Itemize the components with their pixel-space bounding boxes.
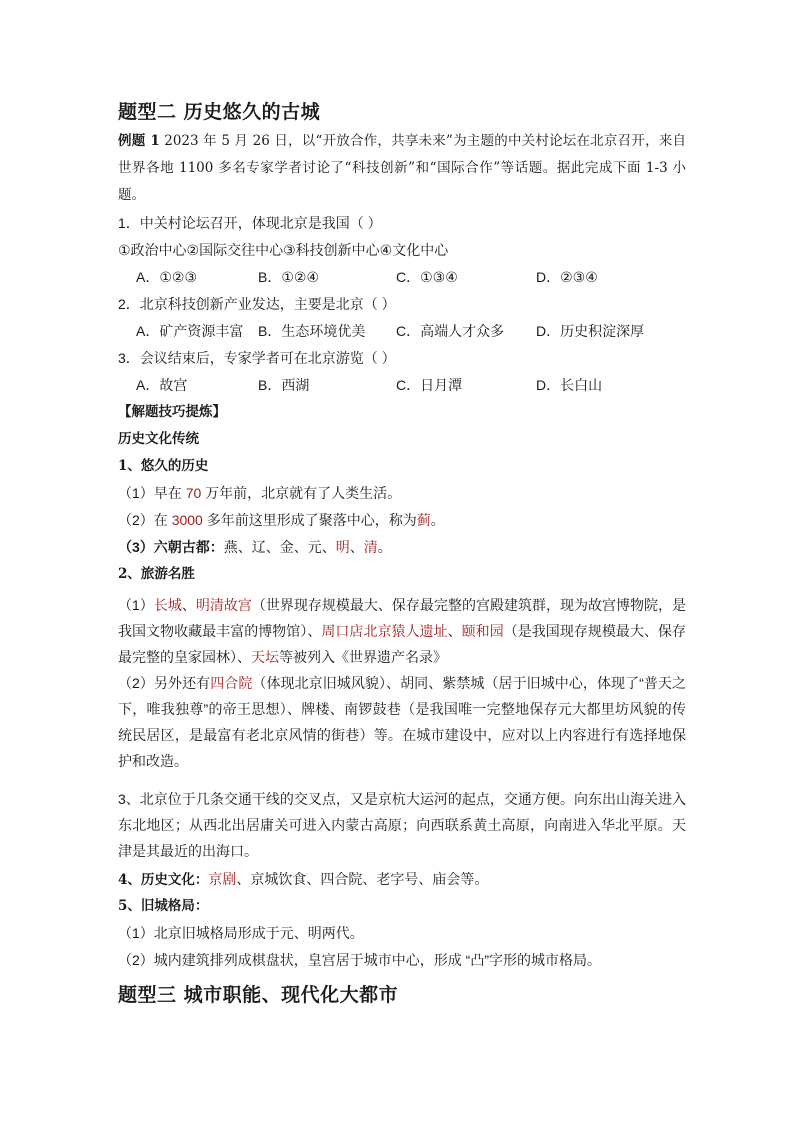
history-item-3-separator: 、 xyxy=(349,539,364,555)
question-2-option-b: B．生态环境优美 xyxy=(258,323,366,339)
history-item-1-keyword: 70 xyxy=(185,485,202,501)
history-item-3-end: 。 xyxy=(377,539,392,555)
history-item-3-keyword-qing: 清 xyxy=(363,539,378,555)
scenic-keyword-summer-palace: 颐和园 xyxy=(461,623,504,639)
scenic-separator-2: 、 xyxy=(447,623,462,639)
history-item-2-end: 。 xyxy=(430,512,445,528)
question-3-stem: 3．会议结束后，专家学者可在北京游览（ ） xyxy=(118,350,396,366)
next-section-title: 题型三 城市职能、现代化大都市 xyxy=(118,984,399,1006)
old-city-item-1: （1）北京旧城格局形成于元、明两代。 xyxy=(118,925,364,941)
example-paragraph xyxy=(118,128,686,209)
tips-heading: 【解题技巧提炼】 xyxy=(118,404,226,420)
question-3-option-c: C．日月潭 xyxy=(396,377,463,393)
question-1-option-b: B．①②④ xyxy=(258,269,319,285)
history-item-2-prefix: （2）在 xyxy=(118,512,172,528)
question-1-option-d: D．②③④ xyxy=(536,269,598,285)
culture-keyword-peking-opera: 京剧 xyxy=(208,871,237,887)
scenic-keyword-peking-man-site: 周口店北京猿人遗址 xyxy=(321,623,448,639)
history-item-2-keyword: 3000 xyxy=(171,512,203,528)
history-heading: 1、悠久的历史 xyxy=(118,458,209,474)
question-2-stem: 2．北京科技创新产业发达，主要是北京（ ） xyxy=(118,296,396,312)
history-item-1 xyxy=(118,480,683,507)
scenic-keyword-siheyuan: 四合院 xyxy=(210,675,253,691)
scenic-keyword-temple-of-heaven: 天坛 xyxy=(251,649,279,665)
section-title: 题型二 历史悠久的古城 xyxy=(118,101,321,123)
transport-paragraph: 3、北京位于几条交通干线的交叉点，又是京杭大运河的起点，交通方便。向东出山海关进入东北地区；从西北出居庸关可进入内蒙古高原；向西联系黄土高原，向南进入华北平原。天津是其最近的出海口。 xyxy=(118,791,686,859)
history-item-1-prefix: （1）早在 xyxy=(118,485,186,501)
scenic-item-1 xyxy=(118,592,686,670)
scenic-item-2-text: （体现北京旧城风貌）、胡同、紫禁城（居于旧城中心，体现了“普天之下，唯我独尊”的帝王思想）、牌楼、南锣鼓巷（是我国唯一完整地保存元大都里坊风貌的传统民居区，是最富有老北京风情的街巷）等。在城市建设中，应对以上内容进行有选择地保护和改造。 xyxy=(118,675,686,769)
scenic-item-2 xyxy=(118,670,686,774)
history-item-1-text: 万年前，北京就有了人类生活。 xyxy=(201,485,402,501)
scenic-keyword-forbidden-city: 明清故宫 xyxy=(195,597,252,613)
history-item-3-keyword-ming: 明 xyxy=(335,539,350,555)
scenic-keyword-great-wall: 长城 xyxy=(153,597,182,613)
culture-heading: 历史文化传统 xyxy=(118,431,199,447)
scenic-item-1-text-2: （是我国现存规模最大、保存最完整的皇家园林）、 xyxy=(118,623,687,665)
question-2-option-d: D．历史积淀深厚 xyxy=(536,323,645,339)
scenic-heading: 2、旅游名胜 xyxy=(118,566,195,582)
question-1-stem: 1．中关村论坛召开，体现北京是我国（ ） xyxy=(118,215,382,231)
culture-item-heading: 4、历史文化： xyxy=(118,872,209,888)
culture-item xyxy=(118,866,683,894)
question-3-option-b: B．西湖 xyxy=(258,377,310,393)
scenic-item-1-text-1: （世界现存规模最大、保存最完整的宫殿建筑群，现为故宫博物院，是我国文物收藏最丰富的博物馆）、 xyxy=(118,597,687,639)
history-item-2 xyxy=(118,507,683,534)
history-item-3-prefix: （3）六朝古都： xyxy=(118,539,224,555)
scenic-separator-1: 、 xyxy=(181,597,196,613)
question-3-option-d: D．长白山 xyxy=(536,377,603,393)
history-item-3-text: 燕、辽、金、元、 xyxy=(223,539,336,555)
question-2-option-a: A．矿产资源丰富 xyxy=(136,323,244,339)
scenic-item-1-prefix: （1） xyxy=(118,597,154,613)
old-city-item-2: （2）城内建筑排列成棋盘状，皇宫居于城市中心，形成 “凸”字形的城市格局。 xyxy=(118,952,601,968)
question-2-option-c: C．高端人才众多 xyxy=(396,323,505,339)
example-text: 2023 年 5 月 26 日，以“开放合作，共享未来”为主题的中关村论坛在北京召开，来自世界各地 1100 多名专家学者讨论了“科技创新”和“国际合作”等话题。据此完成下面 1-3 小题。 xyxy=(118,133,687,203)
example-label: 例题 1 xyxy=(118,133,160,149)
history-item-2-keyword-ji: 蓟 xyxy=(416,512,431,528)
question-3-option-a: A．故宫 xyxy=(136,377,188,393)
question-1-option-a: A．①②③ xyxy=(136,269,197,285)
history-item-2-text: 多年前这里形成了聚落中心，称为 xyxy=(202,512,417,528)
culture-item-text: 、京城饮食、四合院、老字号、庙会等。 xyxy=(236,871,489,887)
scenic-item-1-text-3: 等被列入《世界遗产名录》 xyxy=(279,649,447,665)
scenic-item-2-prefix: （2）另外还有 xyxy=(118,675,211,691)
old-city-heading: 5、旧城格局： xyxy=(118,898,209,914)
question-1-option-c: C．①③④ xyxy=(396,269,458,285)
history-item-3 xyxy=(118,534,683,561)
question-1-items: ①政治中心②国际交往中心③科技创新中心④文化中心 xyxy=(118,242,449,258)
